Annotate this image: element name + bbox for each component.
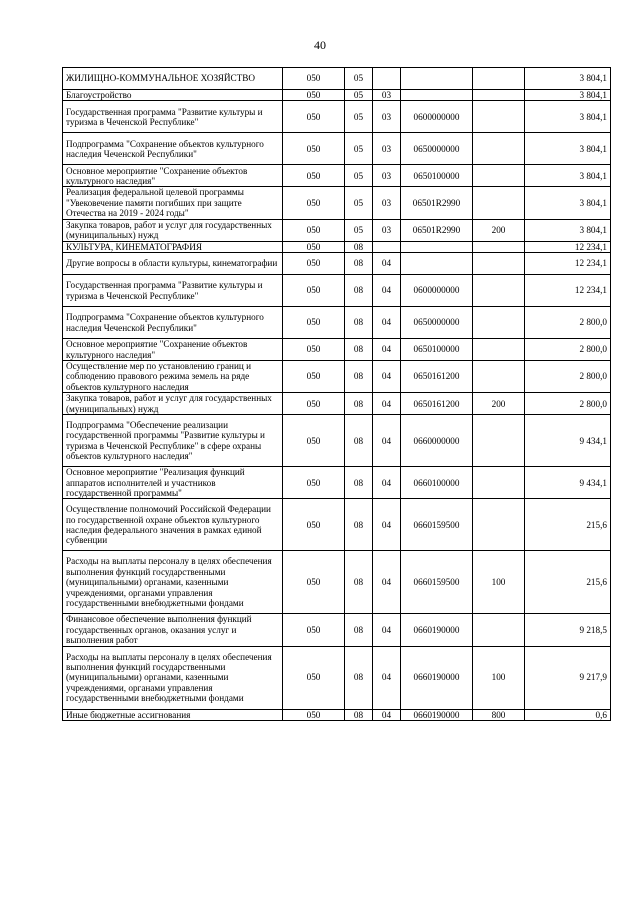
cell-name: Расходы на выплаты персоналу в целях обеспечения выполнения функций государственными (муниципальными) органами, казенными учреждениями, органами управления государственными внебюджетными фондами (63, 646, 283, 709)
cell-subsection: 04 (373, 551, 401, 614)
cell-ministry: 050 (283, 415, 345, 467)
cell-section: 05 (345, 165, 373, 187)
cell-name: ЖИЛИЩНО-КОММУНАЛЬНОЕ ХОЗЯЙСТВО (63, 68, 283, 90)
cell-amount: 12 234,1 (525, 275, 611, 307)
cell-amount: 215,6 (525, 551, 611, 614)
cell-expense-type: 200 (473, 219, 525, 241)
cell-section: 08 (345, 415, 373, 467)
table-row (63, 614, 611, 646)
cell-name: Основное мероприятие "Реализация функций аппаратов исполнителей и участников государственной программы" (63, 467, 283, 499)
cell-expense-type (473, 241, 525, 252)
cell-subsection: 04 (373, 361, 401, 393)
cell-amount: 3 804,1 (525, 165, 611, 187)
table-row (63, 709, 611, 720)
cell-subsection: 04 (373, 646, 401, 709)
cell-ministry: 050 (283, 339, 345, 361)
cell-ministry: 050 (283, 393, 345, 415)
cell-amount: 9 217,9 (525, 646, 611, 709)
table-row (63, 646, 611, 709)
cell-target-article (401, 68, 473, 90)
cell-section: 08 (345, 646, 373, 709)
cell-subsection (373, 241, 401, 252)
cell-section: 05 (345, 68, 373, 90)
cell-subsection: 03 (373, 101, 401, 133)
table-row (63, 499, 611, 551)
cell-name: Закупка товаров, работ и услуг для государственных (муниципальных) нужд (63, 219, 283, 241)
cell-subsection: 03 (373, 165, 401, 187)
cell-amount: 2 800,0 (525, 307, 611, 339)
cell-target-article: 0650000000 (401, 133, 473, 165)
cell-amount: 9 434,1 (525, 467, 611, 499)
cell-section: 05 (345, 90, 373, 101)
cell-expense-type (473, 467, 525, 499)
cell-expense-type (473, 415, 525, 467)
cell-section: 05 (345, 187, 373, 219)
cell-ministry: 050 (283, 275, 345, 307)
cell-expense-type (473, 253, 525, 275)
cell-target-article: 0660190000 (401, 646, 473, 709)
cell-name: Подпрограмма "Обеспечение реализации государственной программы "Развитие культуры и туризма в Чеченской Республике" в сфере охраны объектов культурного наследия" (63, 415, 283, 467)
cell-expense-type (473, 275, 525, 307)
cell-section: 08 (345, 614, 373, 646)
cell-expense-type: 800 (473, 709, 525, 720)
cell-subsection: 04 (373, 253, 401, 275)
cell-name: Основное мероприятие "Сохранение объектов культурного наследия" (63, 165, 283, 187)
table-row (63, 275, 611, 307)
cell-expense-type: 100 (473, 646, 525, 709)
cell-name: Подпрограмма "Сохранение объектов культурного наследия Чеченской Республики" (63, 307, 283, 339)
cell-name: Иные бюджетные ассигнования (63, 709, 283, 720)
cell-name: Финансовое обеспечение выполнения функций государственных органов, оказания услуг и выполнения работ (63, 614, 283, 646)
cell-name: Подпрограмма "Сохранение объектов культурного наследия Чеченской Республики" (63, 133, 283, 165)
cell-section: 08 (345, 499, 373, 551)
table-row (63, 339, 611, 361)
cell-subsection: 04 (373, 275, 401, 307)
cell-section: 08 (345, 307, 373, 339)
cell-amount: 215,6 (525, 499, 611, 551)
cell-target-article: 0650100000 (401, 339, 473, 361)
cell-amount: 2 800,0 (525, 393, 611, 415)
cell-expense-type: 200 (473, 393, 525, 415)
cell-amount: 3 804,1 (525, 187, 611, 219)
cell-amount: 0,6 (525, 709, 611, 720)
cell-expense-type (473, 361, 525, 393)
cell-subsection: 03 (373, 133, 401, 165)
cell-target-article: 0660159500 (401, 551, 473, 614)
table-row (63, 241, 611, 252)
cell-amount: 12 234,1 (525, 253, 611, 275)
cell-section: 08 (345, 361, 373, 393)
table-row (63, 415, 611, 467)
cell-target-article: 0660000000 (401, 415, 473, 467)
cell-expense-type: 100 (473, 551, 525, 614)
cell-ministry: 050 (283, 499, 345, 551)
cell-target-article: 06501R2990 (401, 187, 473, 219)
cell-name: Осуществление полномочий Российской Федерации по государственной охране объектов культурного наследия федерального значения в рамках единой субвенции (63, 499, 283, 551)
table-row (63, 393, 611, 415)
cell-section: 08 (345, 275, 373, 307)
cell-ministry: 050 (283, 307, 345, 339)
cell-subsection: 03 (373, 187, 401, 219)
cell-amount: 3 804,1 (525, 90, 611, 101)
cell-amount: 2 800,0 (525, 339, 611, 361)
table-row (63, 253, 611, 275)
cell-expense-type (473, 499, 525, 551)
cell-expense-type (473, 68, 525, 90)
cell-target-article (401, 90, 473, 101)
cell-expense-type (473, 339, 525, 361)
cell-target-article: 0660190000 (401, 709, 473, 720)
cell-subsection: 04 (373, 499, 401, 551)
cell-ministry: 050 (283, 614, 345, 646)
cell-target-article (401, 241, 473, 252)
cell-ministry: 050 (283, 90, 345, 101)
cell-amount: 2 800,0 (525, 361, 611, 393)
cell-target-article: 0600000000 (401, 101, 473, 133)
cell-ministry: 050 (283, 467, 345, 499)
table-row (63, 187, 611, 219)
cell-subsection: 03 (373, 90, 401, 101)
cell-target-article: 0660159500 (401, 499, 473, 551)
cell-ministry: 050 (283, 187, 345, 219)
cell-ministry: 050 (283, 101, 345, 133)
cell-amount: 9 218,5 (525, 614, 611, 646)
table-row (63, 133, 611, 165)
cell-section: 08 (345, 339, 373, 361)
cell-target-article: 0660190000 (401, 614, 473, 646)
cell-amount: 3 804,1 (525, 68, 611, 90)
budget-table (62, 67, 611, 721)
cell-target-article: 0650161200 (401, 361, 473, 393)
cell-expense-type (473, 614, 525, 646)
table-row (63, 219, 611, 241)
cell-ministry: 050 (283, 165, 345, 187)
cell-expense-type (473, 165, 525, 187)
cell-ministry: 050 (283, 551, 345, 614)
cell-subsection: 04 (373, 467, 401, 499)
cell-expense-type (473, 307, 525, 339)
cell-target-article: 0650100000 (401, 165, 473, 187)
cell-section: 08 (345, 467, 373, 499)
cell-amount: 3 804,1 (525, 219, 611, 241)
cell-ministry: 050 (283, 241, 345, 252)
table-row (63, 90, 611, 101)
cell-name: Расходы на выплаты персоналу в целях обеспечения выполнения функций государственными (муниципальными) органами, казенными учреждениями, органами управления государственными внебюджетными фондами (63, 551, 283, 614)
cell-amount: 12 234,1 (525, 241, 611, 252)
table-row (63, 467, 611, 499)
cell-name: Другие вопросы в области культуры, кинематографии (63, 253, 283, 275)
cell-target-article: 0650161200 (401, 393, 473, 415)
cell-amount: 3 804,1 (525, 133, 611, 165)
cell-name: Благоустройство (63, 90, 283, 101)
cell-section: 05 (345, 101, 373, 133)
cell-subsection: 04 (373, 614, 401, 646)
cell-ministry: 050 (283, 219, 345, 241)
cell-subsection: 04 (373, 339, 401, 361)
cell-target-article: 0600000000 (401, 275, 473, 307)
cell-ministry: 050 (283, 253, 345, 275)
cell-ministry: 050 (283, 361, 345, 393)
cell-section: 08 (345, 551, 373, 614)
cell-section: 05 (345, 133, 373, 165)
cell-amount: 9 434,1 (525, 415, 611, 467)
cell-target-article: 0660100000 (401, 467, 473, 499)
cell-name: Закупка товаров, работ и услуг для государственных (муниципальных) нужд (63, 393, 283, 415)
cell-expense-type (473, 101, 525, 133)
cell-name: Осуществление мер по установлению границ и соблюдению правового режима земель на ряде объектов культурного наследия (63, 361, 283, 393)
cell-subsection: 04 (373, 709, 401, 720)
cell-expense-type (473, 133, 525, 165)
table-row (63, 361, 611, 393)
cell-ministry: 050 (283, 68, 345, 90)
page-number: 40 (314, 38, 326, 52)
cell-expense-type (473, 90, 525, 101)
cell-target-article (401, 253, 473, 275)
table-row (63, 551, 611, 614)
cell-section: 05 (345, 219, 373, 241)
cell-subsection: 04 (373, 415, 401, 467)
cell-section: 08 (345, 253, 373, 275)
cell-ministry: 050 (283, 133, 345, 165)
cell-section: 08 (345, 241, 373, 252)
cell-ministry: 050 (283, 709, 345, 720)
cell-name: Основное мероприятие "Сохранение объектов культурного наследия" (63, 339, 283, 361)
cell-subsection: 04 (373, 393, 401, 415)
cell-target-article: 06501R2990 (401, 219, 473, 241)
table-row (63, 307, 611, 339)
table-body (63, 68, 611, 721)
cell-name: Государственная программа "Развитие культуры и туризма в Чеченской Республике" (63, 275, 283, 307)
table-row (63, 165, 611, 187)
cell-ministry: 050 (283, 646, 345, 709)
table-row (63, 101, 611, 133)
cell-subsection: 03 (373, 219, 401, 241)
cell-name: Реализация федеральной целевой программы "Увековечение памяти погибших при защите Отечества на 2019 - 2024 годы" (63, 187, 283, 219)
cell-target-article: 0650000000 (401, 307, 473, 339)
cell-name: КУЛЬТУРА, КИНЕМАТОГРАФИЯ (63, 241, 283, 252)
cell-expense-type (473, 187, 525, 219)
cell-subsection: 04 (373, 307, 401, 339)
cell-subsection (373, 68, 401, 90)
cell-name: Государственная программа "Развитие культуры и туризма в Чеченской Республике" (63, 101, 283, 133)
cell-section: 08 (345, 709, 373, 720)
table-row (63, 68, 611, 90)
cell-amount: 3 804,1 (525, 101, 611, 133)
cell-section: 08 (345, 393, 373, 415)
